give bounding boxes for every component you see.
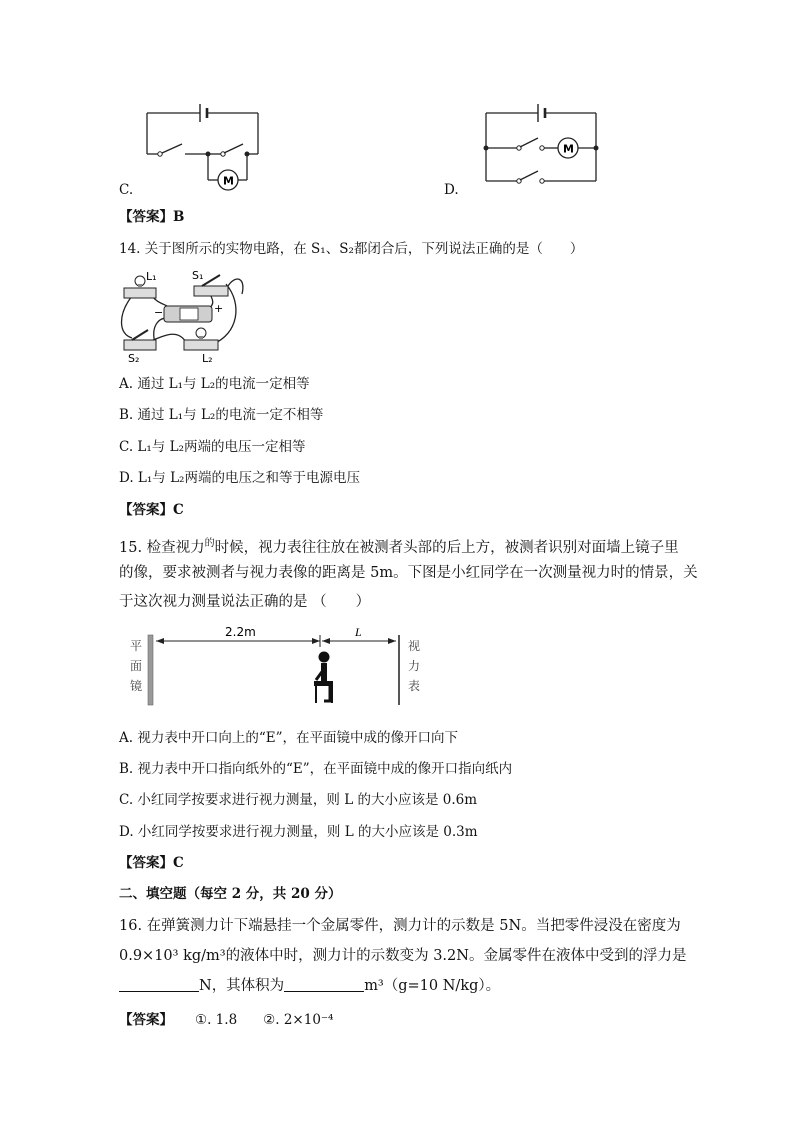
section-2-heading: 二、填空题（每空 2 分，共 20 分） (119, 886, 342, 902)
q16-blank-1 (119, 979, 199, 992)
option-label-d: D. (444, 182, 459, 198)
q14-answer: 【答案】C (119, 502, 184, 518)
label-s1: S₁ (192, 269, 204, 282)
q16-line3-b: m³（g=10 N/kg）。 (364, 978, 501, 994)
q16-line3 (119, 975, 500, 997)
q13-answer: 【答案】B (119, 209, 185, 225)
q16-answer-label: 【答案】 (119, 1012, 173, 1028)
q15-option-b: B. 视力表中开口指向纸外的“E”，在平面镜中成的像开口指向纸内 (119, 761, 513, 777)
chart-label-1: 视 (408, 639, 421, 653)
q15-answer: 【答案】C (119, 855, 184, 871)
label-l1: L₁ (146, 270, 157, 283)
q16-answer-2: ②. 2×10⁻⁴ (263, 1012, 334, 1028)
q14-option-b: B. 通过 L₁与 L₂的电流一定不相等 (119, 407, 324, 423)
q15-option-a: A. 视力表中开口向上的“E”，在平面镜中成的像开口向下 (119, 730, 458, 746)
q15-stem-line3: 于这次视力测量说法正确的是 （ ） (119, 594, 371, 610)
q15-stem-line1 (119, 533, 679, 559)
q14-option-a: A. 通过 L₁与 L₂的电流一定相等 (119, 376, 310, 392)
option-label-c: C. (119, 182, 134, 198)
q14-physical-circuit-figure (118, 264, 248, 364)
motor-label-c: M (223, 174, 234, 188)
q15-stem-rest: 时候，视力表往往放在被测者头部的后上方，被测者识别对面墙上镜子里 (214, 540, 679, 556)
q16-answer-row (119, 1011, 333, 1029)
mirror-label-2: 面 (130, 659, 143, 673)
circuit-diagram-c (140, 98, 270, 193)
q16-line1: 16. 在弹簧测力计下端悬挂一个金属零件，测力计的示数是 5N。当把零件浸没在密度为 (119, 918, 681, 934)
battery-plus-label: + (214, 302, 224, 315)
mirror-label-3: 镜 (130, 679, 143, 693)
label-s2: S₂ (128, 352, 140, 365)
q15-stem-line2: 的像，要求被测者与视力表像的距离是 5m。下图是小红同学在一次测量视力时的情景，关 (119, 565, 698, 581)
q15-stem-start: 15. 检查视力 (119, 540, 205, 556)
distance-2-2m-label: 2.2m (225, 625, 256, 639)
q15-vision-test-figure (126, 625, 426, 709)
label-l2: L₂ (202, 352, 213, 365)
q15-option-c: C. 小红同学按要求进行视力测量，则 L 的大小应该是 0.6m (119, 792, 478, 808)
q16-line3-a: N，其体积为 (199, 978, 285, 994)
q16-line2: 0.9×10³ kg/m³的液体中时，测力计的示数变为 3.2N。金属零件在液体中受到的浮力是 (119, 948, 687, 964)
distance-l-label: L (355, 625, 362, 639)
chart-label-2: 力 (408, 659, 421, 673)
q14-option-d: D. L₁与 L₂两端的电压之和等于电源电压 (119, 470, 360, 486)
q14-stem: 14. 关于图所示的实物电路，在 S₁、S₂都闭合后，下列说法正确的是（ ） (119, 241, 584, 257)
q14-option-c: C. L₁与 L₂两端的电压一定相等 (119, 439, 306, 455)
chart-label-3: 表 (408, 679, 421, 693)
q16-blank-2 (284, 979, 364, 992)
battery-minus-label: − (154, 306, 164, 319)
mirror-label-1: 平 (130, 639, 143, 653)
q15-option-d: D. 小红同学按要求进行视力测量，则 L 的大小应该是 0.3m (119, 824, 478, 840)
q15-stem-small: 的 (204, 538, 215, 549)
q16-answer-1: ①. 1.8 (195, 1012, 238, 1028)
circuit-diagram-d (478, 98, 608, 188)
motor-label-d: M (563, 142, 574, 156)
